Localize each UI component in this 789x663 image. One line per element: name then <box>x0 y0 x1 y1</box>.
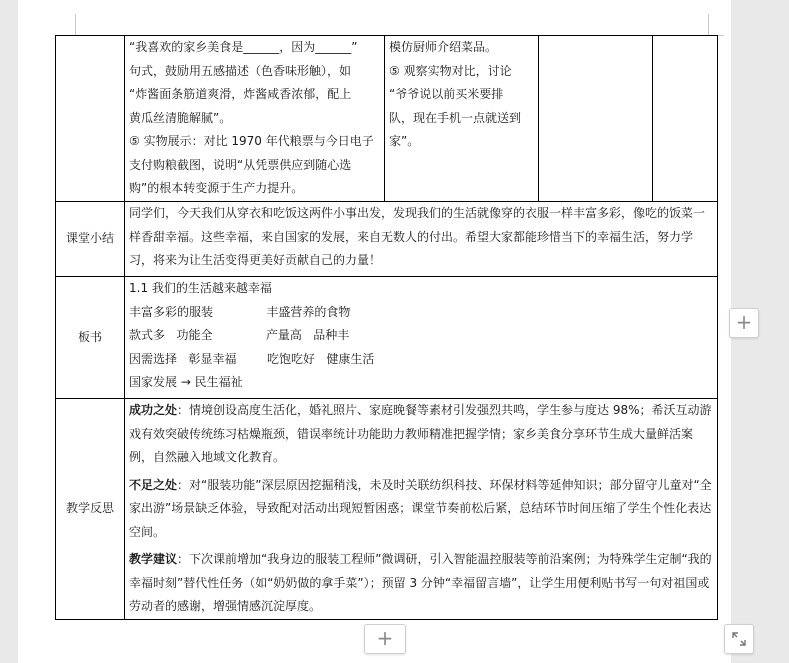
teacher-activity-line: 购”的根本转变源于生产力提升。 <box>129 181 304 195</box>
suggestion-text: ：下次课前增加“我身边的服装工程师”微调研，引入智能温控服装等前沿案例；为特殊学生定制“我的幸福时刻”替代性任务（如“奶奶做的拿手菜”）；预留 3 分钟“幸福留言墙”，让学生用便利贴书写一句对祖国或劳动者的感谢，增强情感沉淀厚度。 <box>129 552 712 613</box>
table-row-summary <box>56 202 718 277</box>
deficiency-text: ：对“服装功能”深层原因挖掘稍浅，未及时关联纺织科技、环保材料等延伸知识；部分留守儿童对“全家出游”场景缺乏体验，导致配对活动出现短暂困惑；课堂节奏前松后紧，总结环节时间压缩了学生个性化表达空间。 <box>129 477 712 539</box>
student-activity-line: “爷爷说以前买米要排 <box>389 87 504 101</box>
deficiency-title: 不足之处 <box>129 477 178 492</box>
teacher-activity-line: “我喜欢的家乡美食是______，因为______” <box>129 40 358 54</box>
cell-blank-label <box>56 36 125 202</box>
board-content[interactable] <box>125 277 718 399</box>
success-text: ：情境创设高度生活化，婚礼照片、家庭晚餐等素材引发强烈共鸣，学生参与度达 98%；希沃互动游戏有效突破传统练习枯燥瓶颈，错误率统计功能助力教师精准把握学情；家乡美食分享环节生成大量鲜活案例，自然融入地域文化教育。 <box>129 403 712 464</box>
teacher-activity-line: ⑤ 实物展示：对比 1970 年代粮票与今日电子 <box>129 134 374 148</box>
success-title: 成功之处 <box>129 403 178 417</box>
reflection-suggestion <box>129 548 713 619</box>
student-activity-line: 家”。 <box>389 134 420 148</box>
plus-icon: + <box>376 626 394 650</box>
board-line: 款式多 功能全 产量高 品种丰 <box>129 328 350 342</box>
cell-teacher-activity[interactable] <box>125 36 385 202</box>
cell-student-activity[interactable] <box>385 36 539 202</box>
board-line-title: 1.1 我们的生活越来越幸福 <box>129 281 272 295</box>
expand-icon <box>732 632 746 646</box>
table-row-board <box>56 277 718 399</box>
board-line: 丰富多彩的服装 丰盛营养的食物 <box>129 304 351 319</box>
cell-empty-a[interactable] <box>539 36 653 202</box>
teacher-activity-line: 黄瓜丝清脆解腻”。 <box>129 110 232 125</box>
summary-text: 同学们，今天我们从穿衣和吃饭这两件小事出发，发现我们的生活就像穿的衣服一样丰富多彩，像吃的饭菜一样香甜幸福。这些幸福，来自国家的发展，来自无数人的付出。希望大家都能珍惜当下的幸福生活，努力学习，将来为让生活变得更美好贡献自己的力量！ <box>129 206 706 267</box>
cell-empty-b[interactable] <box>653 36 718 202</box>
reflection-success <box>129 399 713 470</box>
summary-content[interactable] <box>125 202 718 277</box>
student-activity-line: 模仿厨师介绍菜品。 <box>389 40 498 54</box>
student-activity-line: 队，现在手机一点就送到 <box>389 110 522 125</box>
teacher-activity-line: 句式，鼓励用五感描述（色香味形触），如 <box>129 63 352 78</box>
summary-label: 课堂小结 <box>56 202 125 277</box>
expand-table-button[interactable] <box>724 624 754 654</box>
board-line: 因需选择 彰显幸福 吃饱吃好 健康生活 <box>129 351 375 366</box>
document-page <box>18 0 731 663</box>
add-row-button[interactable] <box>364 624 406 654</box>
student-activity-line: ⑤ 观察实物对比，讨论 <box>389 63 512 78</box>
page-corner-mark-left <box>60 14 76 36</box>
lesson-plan-table <box>55 35 718 620</box>
page-corner-mark-right <box>708 14 724 36</box>
board-line: 国家发展 → 民生福祉 <box>129 375 243 389</box>
add-column-button[interactable] <box>729 308 759 338</box>
teacher-activity-line: 支付购粮截图，说明“从凭票供应到随心选 <box>129 157 352 172</box>
board-label: 板书 <box>56 277 125 399</box>
suggestion-title: 教学建议 <box>129 552 178 566</box>
table-row-reflection <box>56 399 718 620</box>
plus-icon: + <box>735 310 753 334</box>
reflection-deficiency <box>129 474 713 545</box>
teacher-activity-line: “炸酱面条筋道爽滑，炸酱咸香浓郁，配上 <box>129 87 352 101</box>
reflection-label: 教学反思 <box>56 399 125 620</box>
table-row-activity-continuation <box>56 36 718 202</box>
reflection-content[interactable] <box>125 399 718 620</box>
